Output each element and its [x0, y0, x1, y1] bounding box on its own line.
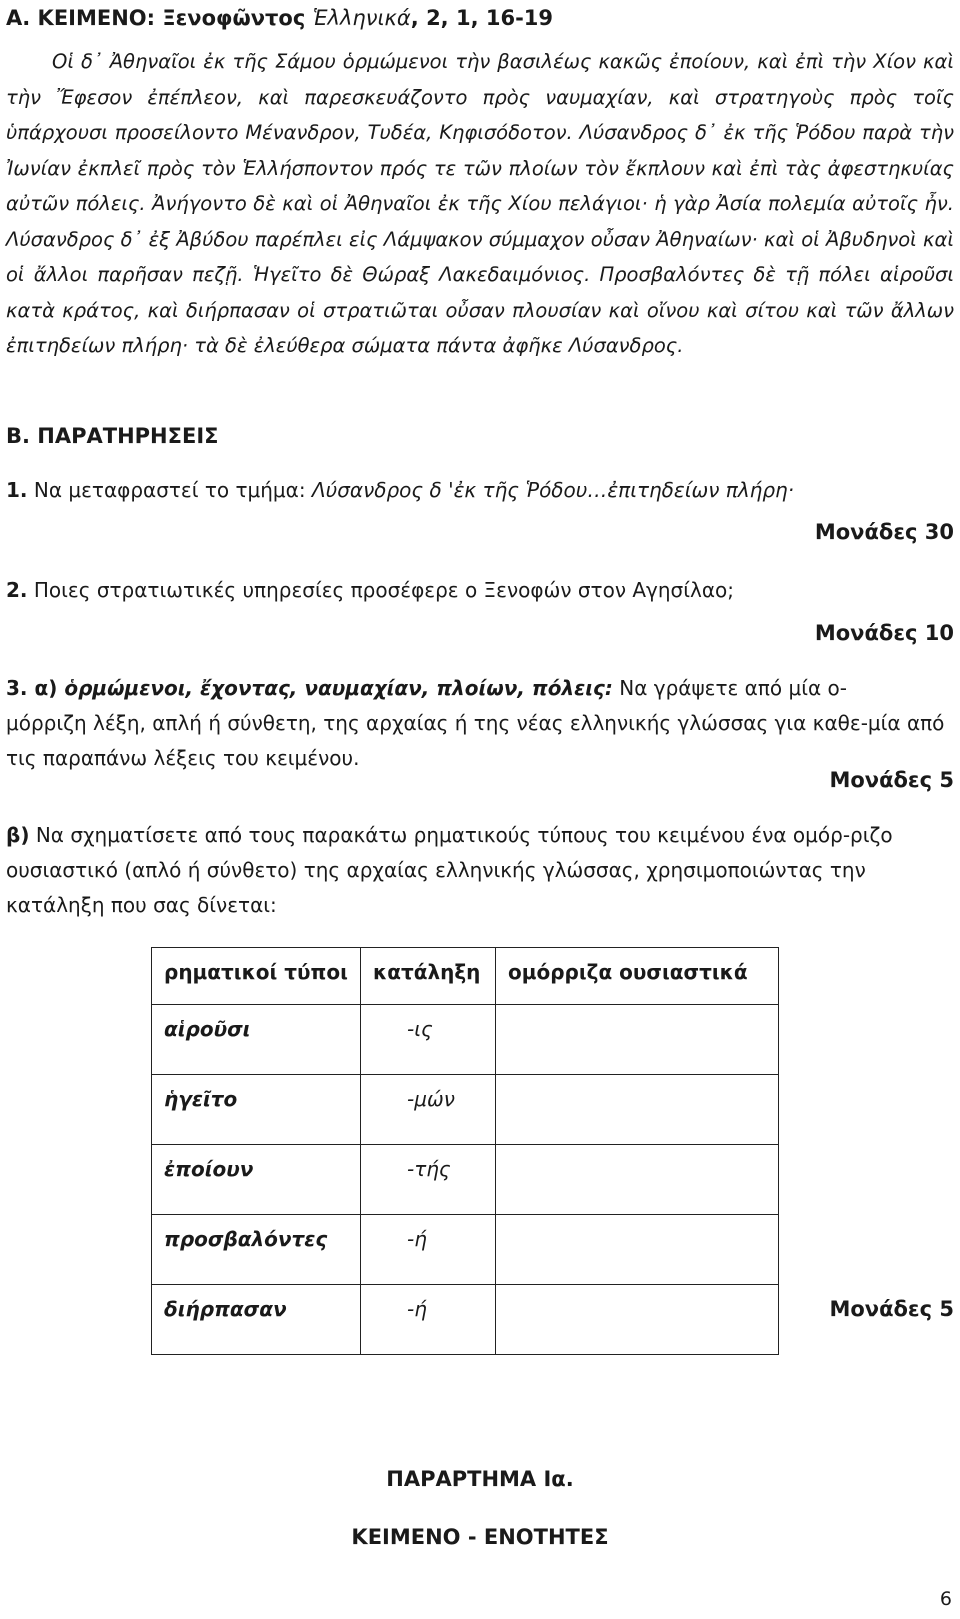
ending-cell: -ις	[361, 1005, 496, 1075]
question-1-marks: Μονάδες 30	[814, 520, 954, 544]
ending-cell: -τής	[361, 1145, 496, 1215]
question-3b-text: Να σχηματίσετε από τους παρακάτω ρηματικούς τύπους του κειμένου ένα ομόρ-ριζο ουσιαστικό (απλό ή σύνθετο) της αρχαίας ελληνικής γλώσσας, χρησιμοποιώντας την κατάληξη που σας δίνεται:	[6, 823, 893, 917]
table-row	[152, 1005, 779, 1075]
table-header-nouns: ομόρριζα ουσιαστικά	[496, 948, 779, 1005]
question-3a-label: α)	[27, 676, 65, 700]
section-a-heading	[6, 6, 553, 30]
verb-form-cell: ἡγεῖτο	[152, 1075, 361, 1145]
question-1-excerpt: Λύσανδρος δ 'ἐκ τῆς Ῥόδου…ἐπιτηδείων πλήρη·	[311, 478, 795, 502]
verb-form-cell: ἐποίουν	[152, 1145, 361, 1215]
question-3a-text: Να γράψετε από μία ο-	[612, 676, 847, 700]
question-3-number: 3.	[6, 676, 28, 700]
section-a-prefix: Α. ΚΕΙΜΕΝΟ: Ξενοφῶντος	[6, 6, 313, 30]
answer-cell[interactable]	[496, 1145, 779, 1215]
table-row	[152, 1215, 779, 1285]
answer-cell[interactable]	[496, 1075, 779, 1145]
ending-cell: -ή	[361, 1215, 496, 1285]
table-header-forms: ρηματικοί τύποι	[152, 948, 361, 1005]
section-a-reference: , 2, 1, 16-19	[410, 6, 554, 30]
question-2	[6, 573, 734, 607]
question-1-text: Να μεταφραστεί το τμήμα:	[27, 478, 312, 502]
verb-form-cell: προσβαλόντες	[152, 1215, 361, 1285]
question-1	[6, 473, 794, 507]
ancient-greek-text	[6, 44, 954, 364]
appendix-title: ΠΑΡΑΡΤΗΜΑ Ια.	[386, 1467, 574, 1491]
answer-cell[interactable]	[496, 1285, 779, 1355]
greek-text-paragraph: Οἱ δ᾽ Ἀθηναῖοι ἐκ τῆς Σάμου ὁρμώμενοι τὴν βασιλέως κακῶς ἐποίουν, καὶ ἐπὶ τὴν Χίον καὶ τὴν Ἔφεσον ἐπέπλεον, καὶ παρεσκευάζοντο πρὸς ναυμαχίαν, καὶ στρατηγοὺς πρὸς τοῖς ὑπάρχουσι προσείλοντο Μένανδρον, Τυδέα, Κηφισόδοτον. Λύσανδρος δ᾽ ἐκ τῆς Ῥόδου παρὰ τὴν Ἰωνίαν ἐκπλεῖ πρὸς τὸν Ἑλλήσποντον πρός τε τῶν πλοίων τὸν ἔκπλουν καὶ ἐπὶ τὰς ἀφεστηκυίας αὐτῶν πόλεις. Ἀνήγοντο δὲ καὶ οἱ Ἀθηναῖοι ἐκ τῆς Χίου πελάγιοι· ἡ γὰρ Ἀσία πολεμία αὐτοῖς ἦν. Λύσανδρος δ᾽ ἐξ Ἀβύδου παρέπλει εἰς Λάμψακον σύμμαχον οὖσαν Ἀθηναίων· καὶ οἱ Ἀβυδηνοὶ καὶ οἱ ἄλλοι παρῆσαν πεζῇ. Ἡγεῖτο δὲ Θώραξ Λακεδαιμόνιος. Προσβαλόντες δὲ τῇ πόλει αἱροῦσι κατὰ κράτος, καὶ διήρπασαν οἱ στρατιῶται οὖσαν πλουσίαν καὶ οἴνου καὶ σίτου καὶ τῶν ἄλλων ἐπιτηδείων πλήρη· τὰ δὲ ἐλεύθερα σώματα πάντα ἀφῆκε Λύσανδρος.	[6, 50, 954, 357]
question-3b-marks: Μονάδες 5	[829, 1297, 954, 1321]
question-3b	[6, 818, 954, 923]
section-b-heading: Β. ΠΑΡΑΤΗΡΗΣΕΙΣ	[6, 424, 219, 448]
question-2-marks: Μονάδες 10	[814, 621, 954, 645]
verb-form-cell: αἱροῦσι	[152, 1005, 361, 1075]
section-a-work-title: Ἑλληνικά	[312, 6, 411, 30]
table-row	[152, 1285, 779, 1355]
verb-form-cell: διήρπασαν	[152, 1285, 361, 1355]
verb-forms-table	[151, 947, 779, 1355]
table-row	[152, 1145, 779, 1215]
page-number: 6	[939, 1588, 952, 1610]
table-header-row	[152, 948, 779, 1005]
appendix-subtitle: ΚΕΙΜΕΝΟ - ΕΝΟΤΗΤΕΣ	[351, 1525, 609, 1549]
answer-cell[interactable]	[496, 1215, 779, 1285]
ending-cell: -μών	[361, 1075, 496, 1145]
question-3a	[6, 671, 954, 776]
question-3a-marks: Μονάδες 5	[829, 768, 954, 792]
table-row	[152, 1075, 779, 1145]
table-header-ending: κατάληξη	[361, 948, 496, 1005]
question-3a-text-continued: μόρριζη λέξη, απλή ή σύνθετη, της αρχαίας ή της νέας ελληνικής γλώσσας για καθε-μία από τις παραπάνω λέξεις του κειμένου.	[6, 711, 945, 770]
question-1-number: 1.	[6, 478, 28, 502]
question-3a-words: ὁρμώμενοι, ἔχοντας, ναυμαχίαν, πλοίων, πόλεις:	[64, 676, 613, 700]
answer-cell[interactable]	[496, 1005, 779, 1075]
question-2-number: 2.	[6, 578, 28, 602]
question-3b-label: β)	[6, 823, 30, 847]
ending-cell: -ή	[361, 1285, 496, 1355]
question-2-text: Ποιες στρατιωτικές υπηρεσίες προσέφερε ο Ξενοφών στον Αγησίλαο;	[27, 578, 734, 602]
